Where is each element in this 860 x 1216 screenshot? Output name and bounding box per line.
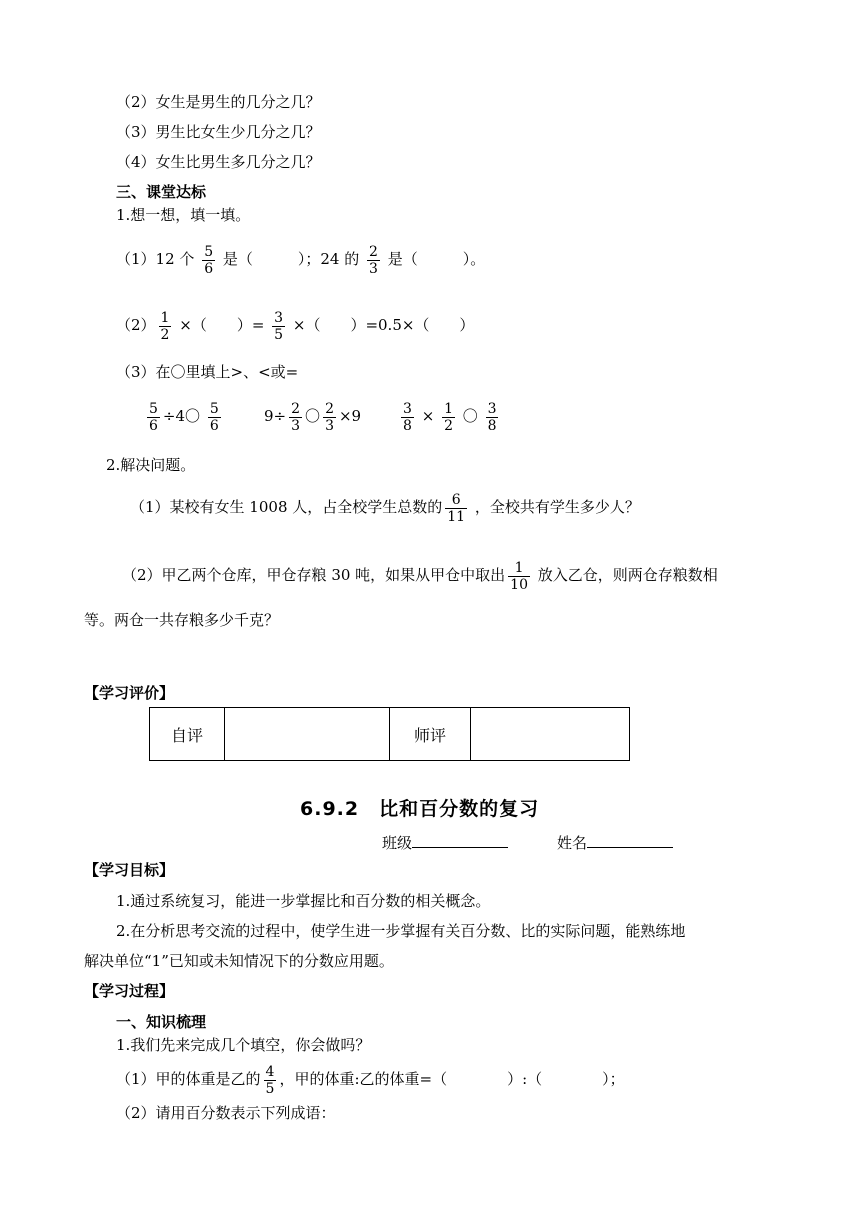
section-heading-knowledge: 一、知识梳理 — [116, 1013, 207, 1031]
compare-instruction: （3）在〇里填上>、<或= — [116, 363, 299, 381]
process-item-1: 1.我们先来完成几个填空，你会做吗？ — [116, 1036, 371, 1054]
evaluation-label: 【学习评价】 — [84, 684, 175, 702]
word-problem-1: （1）某校有女生 1008 人，占全校学生总数的 $\frac{6}{11}$ ，全校共有学生多少人？ — [130, 491, 640, 525]
fraction: $\frac{3}{5}$ — [274, 309, 284, 343]
question-3: （3）男生比女生少几分之几？ — [116, 123, 321, 141]
question-2: （2）女生是男生的几分之几？ — [116, 93, 321, 111]
fraction: $\frac{3}{8}$ — [487, 400, 497, 434]
class-blank[interactable] — [412, 831, 508, 848]
self-eval-cell[interactable] — [225, 708, 390, 761]
fraction: $\frac{1}{2}$ — [444, 400, 453, 434]
name-blank[interactable] — [587, 831, 673, 848]
fraction: $\frac{5}{6}$ — [149, 400, 158, 434]
class-field: 班级 — [382, 831, 508, 853]
process-question-1: （1）甲的体重是乙的 $\frac{4}{5}$ ，甲的体重:乙的体重=（ ）:（ ）； — [116, 1063, 625, 1097]
fraction: $\frac{5}{6}$ — [204, 243, 214, 277]
fraction: $\frac{4}{5}$ — [265, 1063, 275, 1097]
question-4: （4）女生比男生多几分之几？ — [116, 153, 321, 171]
compare-expression-2: 9÷ $\frac{2}{3}$ 〇 $\frac{2}{3}$ ×9 — [264, 400, 362, 434]
process-label: 【学习过程】 — [84, 982, 175, 1000]
lesson-title: 6.9.2 比和百分数的复习 — [300, 798, 540, 820]
section-heading-practice: 三、课堂达标 — [116, 183, 207, 201]
practice-item-1: 1.想一想，填一填。 — [116, 206, 251, 224]
compare-expression-3: $\frac{3}{8}$ × $\frac{1}{2}$ 〇 $\frac{3}{8}$ — [403, 400, 497, 434]
practice-item-2: 2.解决问题。 — [106, 456, 196, 474]
goal-2: 2.在分析思考交流的过程中，使学生进一步掌握有关百分数、比的实际问题，能熟练地 — [116, 922, 686, 940]
fill-problem-1: （1）12 个 $\frac{5}{6}$ 是（ ）；24 的 $\frac{2}{3}$ 是（ ）。 — [116, 243, 486, 277]
word-problem-2-cont: 等。两仓一共存粮多少千克？ — [84, 611, 280, 629]
name-field: 姓名 — [557, 831, 673, 853]
teacher-eval-label: 师评 — [390, 708, 471, 761]
evaluation-table — [149, 707, 630, 761]
fraction: $\frac{1}{10}$ — [510, 559, 528, 593]
goal-2-cont: 解决单位“1”已知或未知情况下的分数应用题。 — [84, 952, 394, 970]
fill-problem-2: （2） $\frac{1}{2}$ ×（ ）= $\frac{3}{5}$ ×（ ）=0.5×（ ） — [116, 309, 475, 343]
fraction: $\frac{2}{3}$ — [291, 400, 301, 434]
fraction: $\frac{3}{8}$ — [403, 400, 412, 434]
goals-label: 【学习目标】 — [84, 861, 175, 879]
fraction: $\frac{1}{2}$ — [160, 309, 170, 343]
self-eval-label: 自评 — [150, 708, 225, 761]
word-problem-2: （2）甲乙两个仓库，甲仓存粮 30 吨，如果从甲仓中取出 $\frac{1}{10}$ 放入乙仓，则两仓存粮数相 — [122, 559, 718, 593]
goal-1: 1.通过系统复习，能进一步掌握比和百分数的相关概念。 — [116, 892, 491, 910]
fraction: $\frac{2}{3}$ — [369, 243, 378, 277]
fraction: $\frac{6}{11}$ — [447, 491, 466, 525]
process-question-2: （2）请用百分数表示下列成语： — [116, 1104, 336, 1122]
teacher-eval-cell[interactable] — [471, 708, 630, 761]
compare-expression-1: $\frac{5}{6}$ ÷4〇 $\frac{5}{6}$ — [149, 400, 219, 434]
fraction: $\frac{5}{6}$ — [209, 400, 219, 434]
fraction: $\frac{2}{3}$ — [325, 400, 334, 434]
